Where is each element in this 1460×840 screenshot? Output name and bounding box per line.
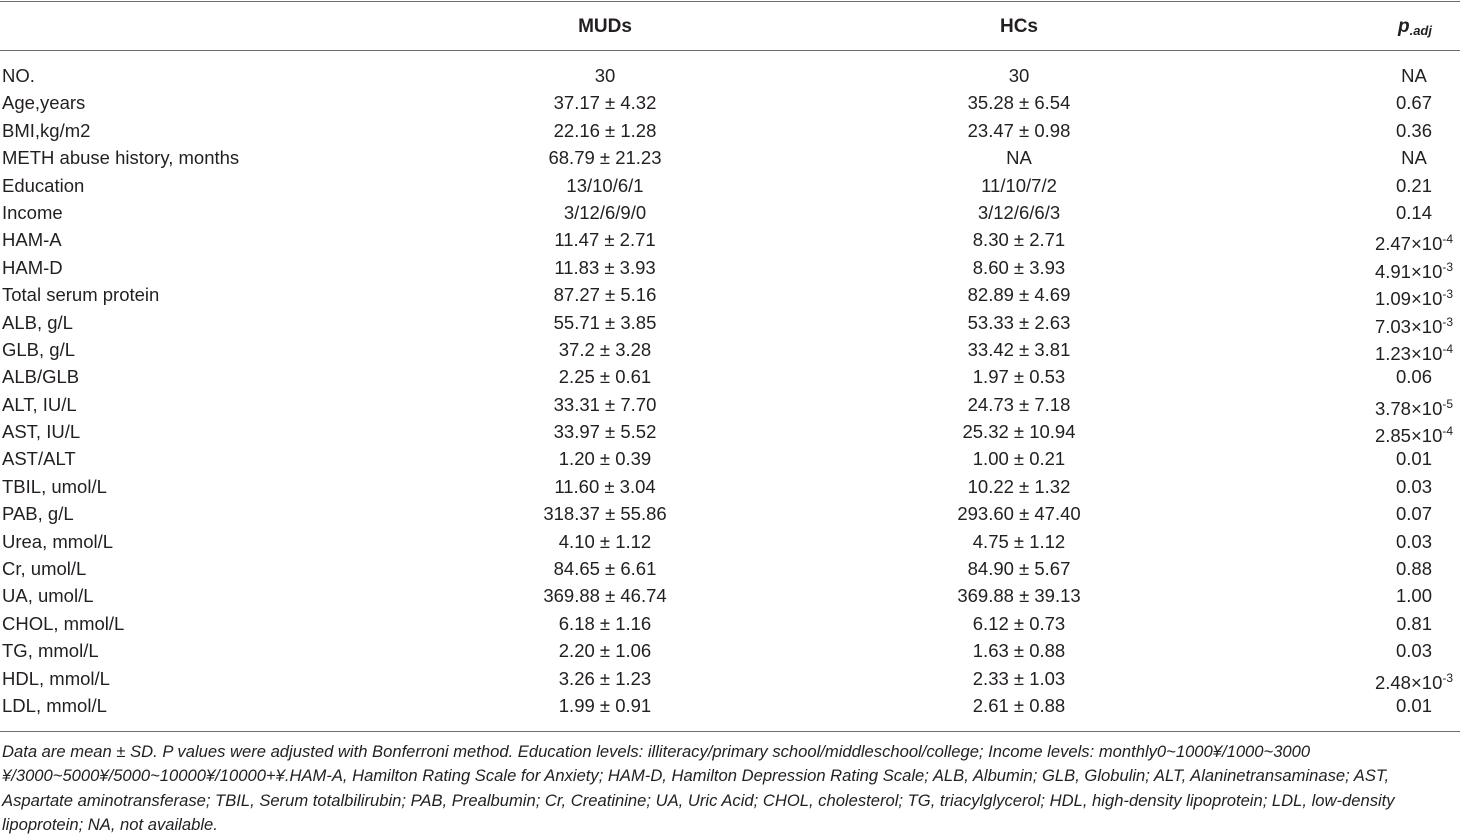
p-adj-exponent: -3 bbox=[1442, 287, 1454, 302]
muds-value: 11.47 ± 2.71 bbox=[554, 229, 656, 251]
p-adj-exponent: -3 bbox=[1442, 314, 1454, 329]
muds-value: 30 bbox=[594, 65, 616, 86]
table-header-row bbox=[0, 12, 1460, 42]
row-label: METH abuse history, months bbox=[2, 147, 240, 169]
muds-value: 369.88 ± 46.74 bbox=[543, 585, 667, 607]
muds-value: 318.37 ± 55.86 bbox=[543, 503, 667, 525]
table-row bbox=[0, 336, 1460, 363]
table-row bbox=[0, 144, 1460, 171]
muds-value: 6.18 ± 1.16 bbox=[558, 612, 652, 634]
hcs-value: 2.61 ± 0.88 bbox=[972, 694, 1066, 716]
p-adj-mantissa: 1.00 bbox=[1395, 585, 1432, 607]
p-adj-mantissa: 1.23×10 bbox=[1374, 342, 1443, 364]
muds-value: 84.65 ± 6.61 bbox=[553, 558, 657, 580]
hcs-value: 6.12 ± 0.73 bbox=[972, 612, 1066, 634]
p-adj-value bbox=[1354, 144, 1460, 171]
p-adj-mantissa: NA bbox=[1401, 147, 1427, 169]
row-label: LDL, mmol/L bbox=[2, 694, 107, 716]
p-adj-mantissa: 1.09×10 bbox=[1374, 288, 1443, 310]
p-adj-value bbox=[1354, 637, 1460, 664]
p-adj-mantissa: NA bbox=[1401, 65, 1427, 86]
hcs-value: 369.88 ± 39.13 bbox=[957, 585, 1081, 607]
table-row bbox=[0, 445, 1460, 472]
muds-value: 68.79 ± 21.23 bbox=[548, 147, 662, 169]
table-row bbox=[0, 62, 1460, 89]
hcs-value: 82.89 ± 4.69 bbox=[967, 284, 1071, 306]
muds-value: 33.97 ± 5.52 bbox=[553, 421, 657, 443]
muds-value: 37.17 ± 4.32 bbox=[553, 92, 657, 114]
table-row bbox=[0, 281, 1460, 308]
p-adj-exponent: -5 bbox=[1442, 396, 1454, 411]
table-row bbox=[0, 582, 1460, 609]
row-label: ALT, IU/L bbox=[2, 393, 77, 415]
table-body bbox=[0, 62, 1460, 719]
p-adj-mantissa: 0.67 bbox=[1395, 92, 1432, 114]
muds-value: 2.20 ± 1.06 bbox=[558, 640, 652, 662]
p-adj-value bbox=[1354, 89, 1460, 116]
p-adj-mantissa: 2.48×10 bbox=[1374, 671, 1443, 693]
hcs-value: 84.90 ± 5.67 bbox=[967, 558, 1071, 580]
hcs-value: 8.60 ± 3.93 bbox=[972, 256, 1066, 278]
muds-value: 22.16 ± 1.28 bbox=[553, 119, 657, 141]
table-row bbox=[0, 89, 1460, 116]
row-label: AST/ALT bbox=[2, 448, 76, 470]
table-row bbox=[0, 199, 1460, 226]
row-label: Education bbox=[2, 174, 85, 196]
row-label: Income bbox=[2, 201, 63, 223]
table-row bbox=[0, 500, 1460, 527]
p-adj-mantissa: 4.91×10 bbox=[1374, 260, 1443, 282]
muds-value: 33.31 ± 7.70 bbox=[553, 393, 657, 415]
table-row bbox=[0, 473, 1460, 500]
p-adj-mantissa: 0.01 bbox=[1395, 448, 1432, 470]
row-label: GLB, g/L bbox=[2, 338, 76, 360]
p-adj-mantissa: 0.03 bbox=[1395, 640, 1432, 662]
row-label: BMI,kg/m2 bbox=[2, 119, 91, 141]
row-label: TG, mmol/L bbox=[2, 640, 99, 662]
table-row bbox=[0, 117, 1460, 144]
row-label: TBIL, umol/L bbox=[2, 475, 107, 497]
row-label: Total serum protein bbox=[2, 284, 160, 306]
header-p-letter: p bbox=[1397, 16, 1410, 37]
hcs-value: 1.00 ± 0.21 bbox=[972, 448, 1066, 470]
hcs-value: 293.60 ± 47.40 bbox=[957, 503, 1081, 525]
row-label: PAB, g/L bbox=[2, 503, 74, 525]
hcs-value: 10.22 ± 1.32 bbox=[967, 475, 1071, 497]
hcs-value: 2.33 ± 1.03 bbox=[972, 667, 1066, 689]
p-adj-value bbox=[1354, 117, 1460, 144]
p-adj-mantissa: 7.03×10 bbox=[1374, 315, 1443, 337]
table-row bbox=[0, 226, 1460, 253]
p-adj-value bbox=[1354, 363, 1460, 390]
table-top-rule bbox=[0, 1, 1460, 2]
table-bottom-rule bbox=[0, 731, 1460, 732]
p-adj-value bbox=[1354, 528, 1460, 555]
p-adj-mantissa: 2.85×10 bbox=[1374, 425, 1443, 447]
p-adj-value bbox=[1354, 199, 1460, 226]
header-hcs: HCs bbox=[999, 16, 1038, 37]
row-label: AST, IU/L bbox=[2, 421, 81, 443]
table-row bbox=[0, 254, 1460, 281]
table-row bbox=[0, 610, 1460, 637]
p-adj-mantissa: 0.03 bbox=[1395, 530, 1432, 552]
p-adj-exponent: -3 bbox=[1442, 670, 1454, 685]
hcs-value: 4.75 ± 1.12 bbox=[972, 530, 1066, 552]
hcs-value: 1.63 ± 0.88 bbox=[972, 640, 1066, 662]
p-adj-mantissa: 0.07 bbox=[1395, 503, 1432, 525]
table-row bbox=[0, 528, 1460, 555]
p-adj-mantissa: 0.21 bbox=[1395, 174, 1432, 196]
p-adj-exponent: -4 bbox=[1442, 232, 1454, 247]
hcs-value: 33.42 ± 3.81 bbox=[967, 338, 1071, 360]
p-adj-value bbox=[1354, 445, 1460, 472]
header-p-subscript: .adj bbox=[1409, 23, 1432, 38]
p-adj-mantissa: 0.06 bbox=[1395, 366, 1432, 388]
p-adj-mantissa: 0.81 bbox=[1395, 612, 1432, 634]
header-p-adj bbox=[1370, 12, 1460, 46]
row-label: HAM-A bbox=[2, 229, 62, 251]
hcs-value: 53.33 ± 2.63 bbox=[967, 311, 1071, 333]
hcs-value: 25.32 ± 10.94 bbox=[962, 421, 1076, 443]
row-label: Urea, mmol/L bbox=[2, 530, 114, 552]
p-adj-exponent: -4 bbox=[1442, 424, 1454, 439]
hcs-value: 1.97 ± 0.53 bbox=[972, 366, 1066, 388]
hcs-value: 8.30 ± 2.71 bbox=[972, 229, 1066, 251]
muds-value: 37.2 ± 3.28 bbox=[558, 338, 652, 360]
table-row bbox=[0, 665, 1460, 692]
table-row bbox=[0, 555, 1460, 582]
muds-value: 1.99 ± 0.91 bbox=[558, 694, 652, 716]
p-adj-exponent: -3 bbox=[1442, 259, 1454, 274]
muds-value: 4.10 ± 1.12 bbox=[558, 530, 652, 552]
muds-value: 1.20 ± 0.39 bbox=[558, 448, 652, 470]
p-adj-value bbox=[1354, 692, 1460, 719]
p-adj-value bbox=[1354, 582, 1460, 609]
header-muds: MUDs bbox=[578, 16, 632, 37]
hcs-value: 24.73 ± 7.18 bbox=[967, 393, 1071, 415]
hcs-value: 11/10/7/2 bbox=[981, 174, 1057, 196]
row-label: Cr, umol/L bbox=[2, 558, 87, 580]
row-label: Age,years bbox=[2, 92, 86, 114]
row-label: UA, umol/L bbox=[2, 585, 94, 607]
hcs-value: 3/12/6/6/3 bbox=[977, 201, 1061, 223]
p-adj-value bbox=[1354, 610, 1460, 637]
table-row bbox=[0, 692, 1460, 719]
muds-value: 55.71 ± 3.85 bbox=[553, 311, 657, 333]
p-adj-mantissa: 0.01 bbox=[1395, 694, 1432, 716]
p-adj-mantissa: 0.36 bbox=[1395, 119, 1432, 141]
table-row bbox=[0, 637, 1460, 664]
p-adj-value bbox=[1354, 473, 1460, 500]
muds-value: 87.27 ± 5.16 bbox=[553, 284, 657, 306]
table-row bbox=[0, 418, 1460, 445]
hcs-value: 23.47 ± 0.98 bbox=[967, 119, 1071, 141]
p-adj-value bbox=[1354, 172, 1460, 199]
row-label: NO. bbox=[2, 65, 35, 86]
table-header-rule bbox=[0, 50, 1460, 51]
p-adj-value bbox=[1354, 555, 1460, 582]
muds-value: 3.26 ± 1.23 bbox=[558, 667, 652, 689]
hcs-value: NA bbox=[1006, 147, 1032, 169]
p-adj-mantissa: 0.03 bbox=[1395, 475, 1432, 497]
muds-value: 3/12/6/9/0 bbox=[563, 201, 647, 223]
row-label: CHOL, mmol/L bbox=[2, 612, 125, 634]
row-label: ALB, g/L bbox=[2, 311, 73, 333]
p-adj-value bbox=[1354, 62, 1460, 89]
table-row bbox=[0, 391, 1460, 418]
table-footnote: Data are mean ± SD. P values were adjusted with Bonferroni method. Education levels: illiteracy/primary school/middleschool/college; Income levels: monthly0~1000¥/1000~3000 ¥/3000~5000¥/5000~10000¥/10000+¥.HAM-A, Hamilton Rating Scale for Anxiety; HAM-D, Hamilton Depression Rating Scale; ALB, Albumin; GLB, Globulin; ALT, Alaninetransaminase; AST, Aspartate aminotransferase; TBIL, Serum totalbilirubin; PAB, Prealbumin; Cr, Creatinine; UA, Uric Acid; CHOL, cholesterol; TG, triacylglycerol; HDL, high-density lipoprotein; LDL, low-density lipoprotein; NA, not available. bbox=[2, 742, 1395, 834]
table-row bbox=[0, 172, 1460, 199]
row-label: HDL, mmol/L bbox=[2, 667, 110, 689]
muds-value: 11.60 ± 3.04 bbox=[554, 475, 656, 497]
p-adj-exponent: -4 bbox=[1442, 341, 1454, 356]
hcs-value: 30 bbox=[1008, 65, 1030, 86]
row-label: HAM-D bbox=[2, 256, 63, 278]
row-label: ALB/GLB bbox=[2, 366, 80, 388]
p-adj-value bbox=[1354, 500, 1460, 527]
muds-value: 2.25 ± 0.61 bbox=[558, 366, 652, 388]
hcs-value: 35.28 ± 6.54 bbox=[967, 92, 1071, 114]
p-adj-mantissa: 0.88 bbox=[1395, 558, 1432, 580]
p-adj-mantissa: 3.78×10 bbox=[1374, 397, 1443, 419]
p-adj-mantissa: 0.14 bbox=[1395, 201, 1432, 223]
table-row bbox=[0, 309, 1460, 336]
muds-value: 11.83 ± 3.93 bbox=[554, 256, 656, 278]
p-adj-mantissa: 2.47×10 bbox=[1374, 233, 1443, 255]
muds-value: 13/10/6/1 bbox=[566, 174, 644, 196]
table-row bbox=[0, 363, 1460, 390]
